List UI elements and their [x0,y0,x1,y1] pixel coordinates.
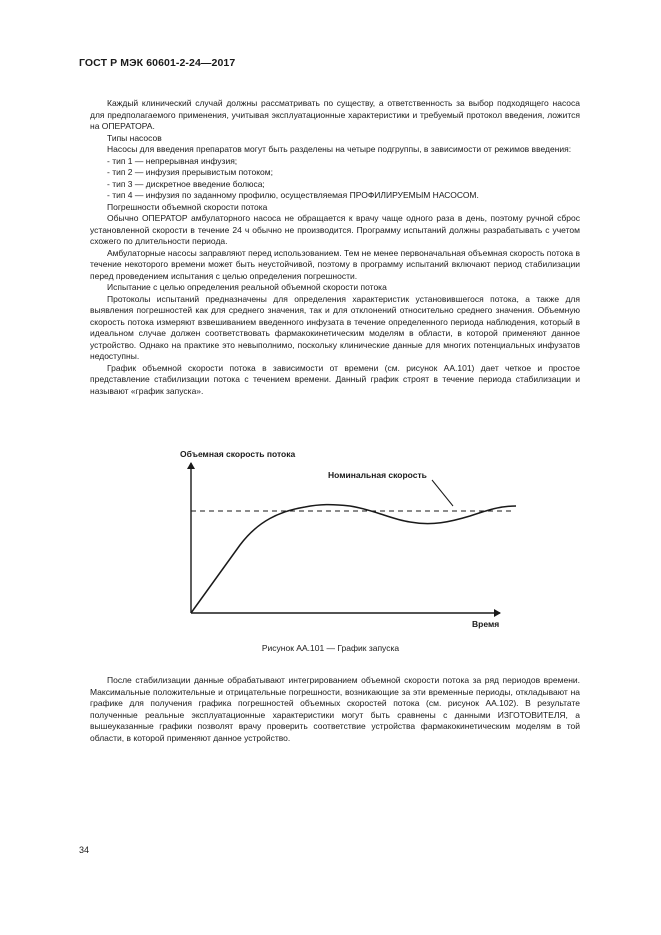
paragraph: Каждый клинический случай должны рассматривать по существу, а ответственность за выбор подходящего насоса для предполагаемого применения, учитывая эксплуатационные характеристики и требуемый протокол введения, ложится на ОПЕРАТОРА. [90,98,580,131]
startup-graph-figure [170,443,530,638]
paragraph: График объемной скорости потока в зависимости от времени (см. рисунок АА.101) дает четкое и простое представление стабилизации потока с течением времени. Данный график строят в течение периода стабилизации и называют «график запуска». [90,362,580,396]
section-heading: Типы насосов [107,132,162,143]
y-axis-label: Объемная скорость потока [180,449,296,459]
list-item: - тип 1 — непрерывная инфузия; [107,155,238,166]
startup-graph [170,443,530,638]
list-item: - тип 4 — инфузия по заданному профилю, осуществляемая ПРОФИЛИРУЕМЫМ НАСОСОМ. [107,190,479,200]
page-number: 34 [79,845,90,855]
section-heading: Испытание с целью определения реальной объемной скорости потока [107,282,387,292]
paragraph: Обычно ОПЕРАТОР амбулаторного насоса не обращается к врачу чаще одного раза в день, поэтому ручной сброс установленной скорости в течение 24 ч обычно не производится. Программу испытаний должны разрабатывать с учетом схожего по длительности периода. [90,213,580,246]
post-figure-text [90,675,580,744]
paragraph: Протоколы испытаний предназначены для определения характеристик установившегося потока, а также для выявления погрешностей как для среднего значения, так и для отклонений относительно среднего значения. Объемную скорость потока измеряют взвешиванием введенного инфузата в течение определенного периода наблюдения, который в идеальном случае должен соответствовать фармакокинетическим моделям в области, в которой применяют данное устройство. Однако на практике это невыполнимо, поскольку клинические данные для многих потенциальных инфузатов недоступны. [90,293,580,361]
figure-caption: Рисунок АА.101 — График запуска [261,643,400,653]
flow-rate-curve [191,505,516,613]
standard-header: ГОСТ Р МЭК 60601-2-24—2017 [79,57,236,69]
nominal-rate-label: Номинальная скорость [328,470,427,480]
nominal-label-leader [432,480,453,506]
paragraph: Амбулаторные насосы заправляют перед использованием. Тем не менее первоначальная объемная скорость потока в течение некоторого времени может быть неустойчивой, поэтому в программу испытаний включают период стабилизации перед проведением испытания с целью определения погрешности. [90,247,580,281]
paragraph: После стабилизации данные обрабатывают интегрированием объемной скорости потока за ряд периодов времени. Максимальные положительные и отрицательные погрешности, возникающие за эти временные периоды, откладывают на графике для получения графика погрешностей объемных скоростей потока (см. рисунок АА.102). В результате полученные реальные эксплуатационные характеристики могут быть сравнены с данными ИЗГОТОВИТЕЛЯ, а вышеуказанные графики позволят врачу проверить соответствие устройства фармакокинетическим моделям в той области, в которой применяют данное устройство. [90,675,580,743]
section-heading: Погрешности объемной скорости потока [107,201,268,212]
paragraph: Насосы для введения препаратов могут быть разделены на четыре подгруппы, в зависимости от режимов введения: [107,144,572,154]
list-item: - тип 3 — дискретное введение болюса; [107,178,265,189]
main-text [90,98,580,397]
x-axis-label: Время [472,619,500,629]
list-item: - тип 2 — инфузия прерывистым потоком; [107,167,273,177]
